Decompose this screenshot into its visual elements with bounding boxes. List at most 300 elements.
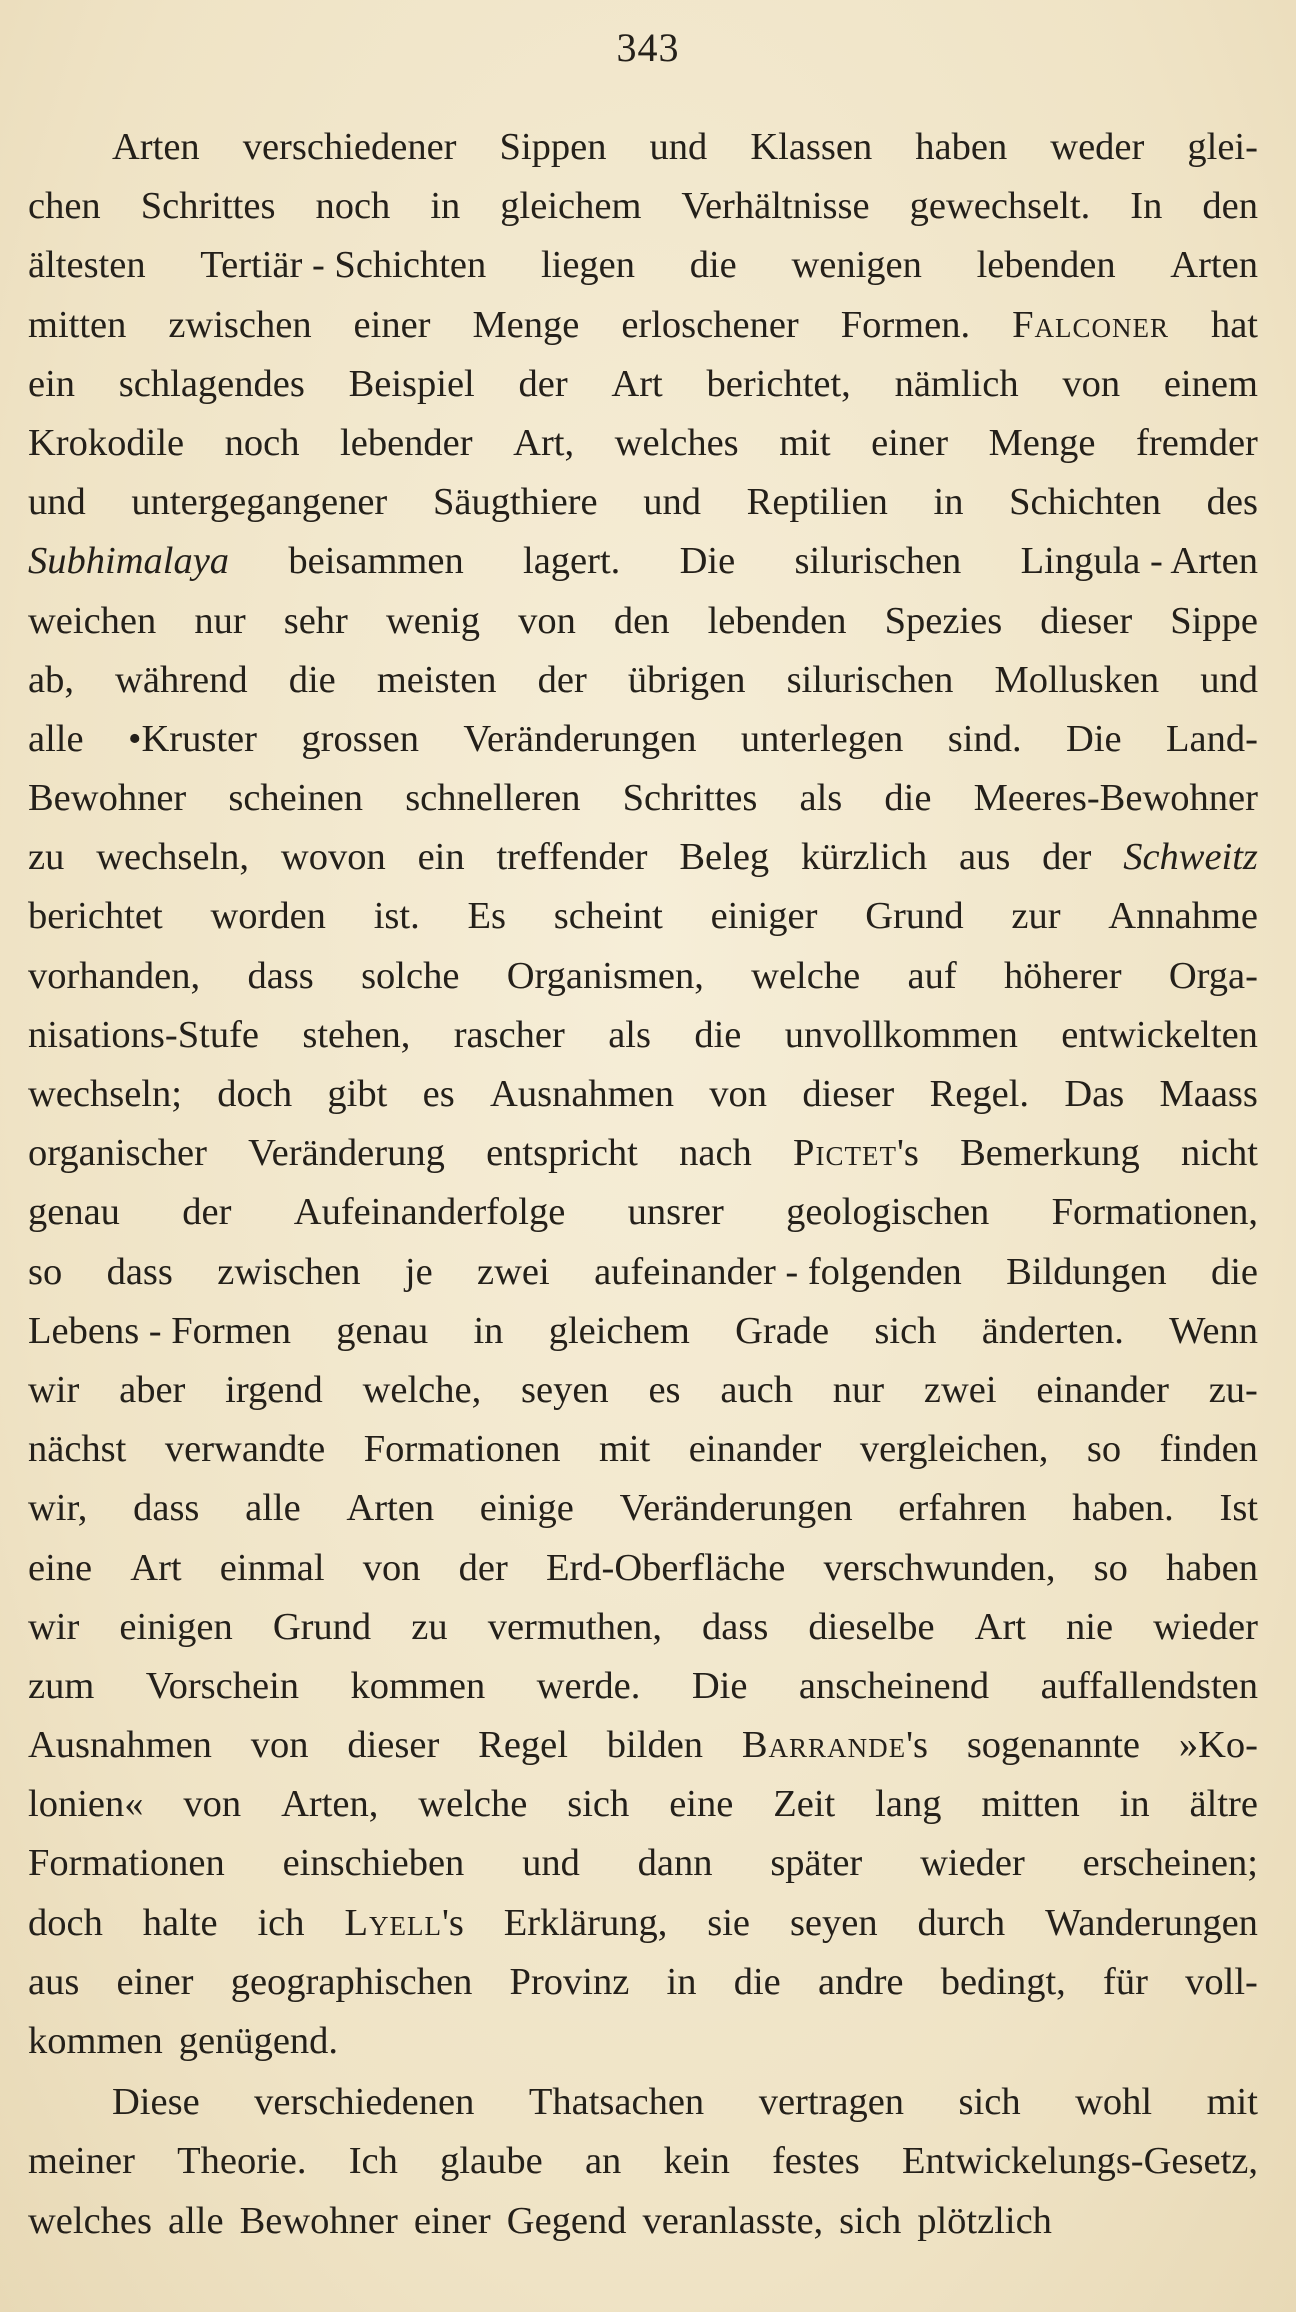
word-text: Spezies xyxy=(884,599,1003,642)
word-text: Bildungen xyxy=(1006,1250,1167,1293)
word-text: ein xyxy=(417,836,465,879)
word xyxy=(799,1657,989,1716)
word-text: in xyxy=(473,1309,504,1352)
word-text: wechseln; xyxy=(28,1073,182,1115)
word xyxy=(1050,118,1144,177)
word-text: •Kruster xyxy=(128,717,257,760)
word-text: ein xyxy=(28,362,76,405)
word-text: als xyxy=(608,1013,651,1056)
word xyxy=(281,828,386,887)
word xyxy=(1207,473,1258,532)
word-text: Verhältnisse xyxy=(681,185,870,228)
word xyxy=(430,177,460,236)
word-text: berichtet xyxy=(28,895,163,938)
word xyxy=(818,1953,904,2012)
word-text: Tertiär - Schichten xyxy=(200,244,487,287)
word xyxy=(283,1834,465,1893)
word-text: später xyxy=(770,1842,863,1885)
word xyxy=(28,1302,291,1361)
word-text: zu- xyxy=(1208,1368,1258,1411)
word-text: »Ko- xyxy=(1178,1724,1258,1767)
word-text: Zeit xyxy=(773,1783,836,1826)
word xyxy=(177,2132,306,2191)
text-line xyxy=(28,1361,1258,1420)
word-text: verschwunden, xyxy=(823,1546,1056,1589)
word xyxy=(1160,1065,1258,1124)
word xyxy=(1011,887,1060,946)
word xyxy=(615,414,739,473)
word xyxy=(486,1124,638,1183)
word xyxy=(934,473,964,532)
word xyxy=(751,947,860,1006)
word xyxy=(750,118,872,177)
word-text: treffender xyxy=(496,836,648,879)
word xyxy=(523,532,620,591)
word xyxy=(537,1657,641,1716)
word xyxy=(898,1479,1026,1538)
possessive-suffix: 's xyxy=(896,1132,919,1175)
word xyxy=(513,414,574,473)
word xyxy=(907,947,956,1006)
word-text: andre xyxy=(817,1960,904,2003)
word xyxy=(217,1065,292,1124)
word xyxy=(130,1539,181,1598)
word-text: Die xyxy=(679,540,736,583)
word-text: entwickelten xyxy=(1061,1013,1258,1056)
word xyxy=(977,236,1116,295)
word-text: von xyxy=(250,1724,309,1767)
author-name: Barrande xyxy=(741,1724,907,1767)
word xyxy=(496,828,647,887)
text-line xyxy=(28,118,1258,177)
word xyxy=(194,592,245,651)
word xyxy=(918,1894,1006,1953)
text-line xyxy=(28,1065,1258,1124)
word-text: zwei xyxy=(477,1250,550,1293)
word xyxy=(1153,1598,1258,1657)
text-line xyxy=(28,769,1258,828)
word-text: alle xyxy=(28,717,84,760)
author-name: Pictet xyxy=(793,1132,897,1175)
word xyxy=(141,177,276,236)
word xyxy=(257,1894,304,1953)
word-text: von xyxy=(1062,362,1121,405)
word xyxy=(273,1598,371,1657)
word xyxy=(231,1953,473,2012)
word xyxy=(1220,1479,1259,1538)
word-text: Meeres-Bewohner xyxy=(973,777,1258,820)
word xyxy=(679,828,769,887)
word-text: bedingt, xyxy=(940,1960,1066,2003)
word xyxy=(1170,592,1258,651)
text-line xyxy=(28,2132,1258,2191)
word-text: Reptilien xyxy=(746,481,888,524)
word-text: Wanderungen xyxy=(1045,1901,1258,1944)
word xyxy=(28,1479,87,1538)
word-text: einer xyxy=(116,1960,194,2003)
word-text: Art xyxy=(974,1605,1026,1648)
word-text: mit xyxy=(779,421,831,464)
word xyxy=(841,296,970,355)
word xyxy=(924,1361,997,1420)
word-text: Ich xyxy=(348,2140,398,2183)
word xyxy=(1187,118,1258,177)
word xyxy=(28,1834,225,1893)
word-text: in xyxy=(666,1960,697,2003)
word-text: Thatsachen xyxy=(528,2081,705,2124)
word xyxy=(1130,177,1162,236)
word-text: Aufeinanderfolge xyxy=(293,1191,566,1234)
word xyxy=(28,1124,207,1183)
word xyxy=(254,2073,474,2132)
word-text: wechseln, xyxy=(96,836,250,879)
word-text: meisten xyxy=(376,658,497,701)
word-text: Maass xyxy=(1159,1073,1258,1115)
word xyxy=(347,1716,439,1775)
word-text: verwandte xyxy=(164,1428,326,1471)
word xyxy=(720,1361,793,1420)
word-text: welche, xyxy=(362,1368,482,1411)
word xyxy=(28,296,126,355)
word xyxy=(994,651,1159,710)
word xyxy=(960,1124,1140,1183)
word-text: ältesten xyxy=(28,244,146,287)
word xyxy=(1160,1420,1258,1479)
word-text: den xyxy=(1202,185,1258,228)
word-text: mitten xyxy=(981,1783,1080,1826)
word xyxy=(507,947,704,1006)
word-text: je xyxy=(404,1250,433,1293)
word xyxy=(742,1716,928,1775)
word-text: Art xyxy=(130,1546,182,1589)
word xyxy=(1042,828,1091,887)
word-text: verschiedenen xyxy=(254,2081,475,2124)
word xyxy=(28,1598,79,1657)
word xyxy=(799,769,842,828)
word xyxy=(839,2192,901,2251)
word-text: Grund xyxy=(272,1605,372,1648)
word-text: gewechselt. xyxy=(909,185,1091,228)
word xyxy=(28,1775,143,1834)
word-text: vertragen xyxy=(758,2081,905,2124)
word-text: die xyxy=(884,777,932,820)
paragraph xyxy=(28,2073,1258,2251)
word-text: erfahren xyxy=(898,1487,1027,1530)
word-text: Arten, xyxy=(281,1783,379,1826)
word xyxy=(521,1361,609,1420)
word xyxy=(490,1065,674,1124)
word-text: auch xyxy=(720,1368,794,1411)
word xyxy=(28,2132,135,2191)
word-text: wenig xyxy=(385,599,481,642)
word-text: Orga- xyxy=(1168,954,1258,997)
word xyxy=(773,1775,835,1834)
word-text: dass xyxy=(133,1487,200,1530)
word-text: gleichem xyxy=(500,185,642,228)
word-text: so xyxy=(28,1250,63,1293)
word-text: mit xyxy=(598,1428,651,1471)
word-text: kürzlich xyxy=(801,836,928,879)
word xyxy=(363,1361,482,1420)
word-text: Beleg xyxy=(679,836,770,879)
word-text: haben xyxy=(1166,1546,1258,1589)
text-line xyxy=(28,296,1258,355)
word xyxy=(28,1953,79,2012)
word xyxy=(301,710,419,769)
word-text: und xyxy=(649,126,708,168)
word xyxy=(28,414,184,473)
word xyxy=(628,1183,724,1242)
word-text: die xyxy=(288,658,336,701)
word-text: einschieben xyxy=(282,1842,465,1885)
word xyxy=(786,1183,989,1242)
word xyxy=(1009,473,1161,532)
word xyxy=(567,1775,629,1834)
word-text: Annahme xyxy=(1108,895,1258,938)
word-text: einmal xyxy=(219,1546,325,1589)
word xyxy=(349,355,475,414)
word-text: Das xyxy=(1064,1073,1125,1115)
word-text: alle xyxy=(168,2199,224,2242)
word xyxy=(463,710,696,769)
word xyxy=(692,1657,748,1716)
word-text: Provinz xyxy=(509,1960,630,2003)
word-text: Organismen, xyxy=(506,954,704,997)
word xyxy=(747,473,888,532)
text-line xyxy=(28,2192,1258,2251)
word xyxy=(519,355,568,414)
word-text: einander xyxy=(688,1428,822,1471)
word-text: weder xyxy=(1050,126,1145,168)
word-text: aus xyxy=(28,1960,80,2003)
word-text: fremder xyxy=(1136,421,1258,464)
word xyxy=(220,1539,325,1598)
word xyxy=(1062,355,1120,414)
word-text: scheinen xyxy=(228,777,364,820)
word-text: Theorie. xyxy=(177,2140,307,2183)
word xyxy=(510,1953,630,2012)
word-text: Erklärung, xyxy=(503,1901,668,1944)
word xyxy=(885,592,1003,651)
word-text: wieder xyxy=(1153,1605,1258,1648)
word-text: welches xyxy=(28,2199,152,2242)
word-text: zur xyxy=(1011,895,1061,938)
text-line xyxy=(28,414,1258,473)
word xyxy=(1209,1361,1258,1420)
word xyxy=(346,1479,434,1538)
text-line xyxy=(28,1243,1258,1302)
word xyxy=(1075,2073,1152,2132)
word-text: seyen xyxy=(521,1368,609,1411)
word-text: dann xyxy=(637,1842,713,1885)
word xyxy=(500,118,607,177)
word-text: welche xyxy=(751,954,861,997)
word-text: von xyxy=(709,1073,768,1115)
word xyxy=(608,1006,651,1065)
word xyxy=(669,1775,733,1834)
word xyxy=(808,1598,934,1657)
word xyxy=(871,414,948,473)
author-name: Lyell xyxy=(344,1901,442,1944)
word-text: Grund xyxy=(865,895,964,938)
word-text: geologischen xyxy=(786,1191,990,1234)
word-text: Vorschein xyxy=(145,1664,300,1707)
word-text: Formationen xyxy=(28,1842,225,1885)
word-text: dieser xyxy=(802,1073,895,1115)
word-text: voll- xyxy=(1185,1960,1258,2003)
word-text: wir, xyxy=(28,1487,88,1530)
word xyxy=(243,118,457,177)
word xyxy=(354,296,431,355)
text-line xyxy=(28,947,1258,1006)
word xyxy=(119,355,305,414)
word-text: von xyxy=(183,1783,242,1826)
word-text: haben xyxy=(915,126,1008,168)
word-text: wenigen xyxy=(791,244,922,287)
word xyxy=(284,592,348,651)
word xyxy=(344,1894,463,1953)
word-text: den xyxy=(613,599,670,642)
word-text: wohl xyxy=(1075,2081,1153,2124)
word-text: sind. xyxy=(947,717,1022,760)
text-line xyxy=(28,473,1258,532)
word xyxy=(143,1894,218,1953)
word xyxy=(350,1657,485,1716)
word xyxy=(915,118,1007,177)
text-line xyxy=(28,1183,1258,1242)
word-text: auf xyxy=(907,954,957,997)
word xyxy=(467,887,506,946)
word xyxy=(975,1598,1026,1657)
word xyxy=(875,1775,941,1834)
word xyxy=(349,2132,398,2191)
word xyxy=(28,1183,120,1242)
word-text: sich xyxy=(958,2081,1021,2124)
word xyxy=(411,1598,447,1657)
word-text: finden xyxy=(1159,1428,1258,1471)
word xyxy=(1045,1894,1258,1953)
word-text: dieser xyxy=(1040,599,1133,642)
word xyxy=(522,1834,580,1893)
word-text: glaube xyxy=(440,2140,543,2183)
author-name: Falconer xyxy=(1012,303,1169,346)
word xyxy=(770,1834,862,1893)
word xyxy=(247,947,313,1006)
word xyxy=(1190,1775,1258,1834)
word-text: beisammen xyxy=(288,540,464,583)
word-text: weichen xyxy=(28,599,157,642)
word-text: doch xyxy=(217,1073,293,1115)
word xyxy=(418,1775,527,1834)
word-text: genügend. xyxy=(178,2020,339,2062)
word-text: Krokodile xyxy=(28,421,185,464)
possessive-suffix: 's xyxy=(906,1724,928,1767)
word-text: Land- xyxy=(1166,717,1258,760)
word xyxy=(289,651,336,710)
word xyxy=(28,1006,259,1065)
word-text: Ausnahmen xyxy=(28,1724,212,1767)
text-line xyxy=(28,1598,1258,1657)
word-text: solche xyxy=(361,954,460,997)
word xyxy=(478,1716,568,1775)
word xyxy=(217,1243,360,1302)
possessive-suffix: 's xyxy=(441,1901,464,1944)
word xyxy=(664,2132,730,2191)
word xyxy=(638,1834,713,1893)
word xyxy=(833,1361,884,1420)
word-text: Arten xyxy=(112,126,200,168)
word xyxy=(128,710,257,769)
word xyxy=(982,1302,1124,1361)
word-text: der xyxy=(1042,836,1092,879)
word-text: aufeinander - folgenden xyxy=(594,1250,962,1293)
word xyxy=(554,887,663,946)
word-text: rascher xyxy=(453,1013,565,1056)
word xyxy=(28,1420,126,1479)
word-text: der xyxy=(458,1546,508,1589)
word xyxy=(611,355,662,414)
word-text: sehr xyxy=(283,599,348,642)
word xyxy=(1166,1539,1258,1598)
word-text: mit xyxy=(1206,2081,1258,2124)
word xyxy=(405,769,580,828)
word-text: sich xyxy=(874,1309,937,1352)
word-text: Bewohner xyxy=(28,777,187,820)
word xyxy=(680,532,736,591)
word xyxy=(959,828,1010,887)
word-text: Schrittes xyxy=(622,777,758,820)
word-text: nie xyxy=(1066,1605,1114,1648)
word xyxy=(288,532,463,591)
word xyxy=(28,355,75,414)
word-text: aus xyxy=(959,836,1011,879)
word xyxy=(917,2192,1052,2251)
word-text: durch xyxy=(917,1901,1006,1944)
text-line xyxy=(28,532,1258,591)
word-text: Arten xyxy=(1170,244,1258,287)
word xyxy=(802,1065,894,1124)
word xyxy=(667,1953,697,2012)
word-text: übrigen xyxy=(627,658,746,701)
text-line xyxy=(28,355,1258,414)
word-text: während xyxy=(115,658,248,701)
word-text: noch xyxy=(224,421,300,464)
word-text: kommen xyxy=(28,2020,163,2062)
word xyxy=(281,1775,378,1834)
word xyxy=(374,887,420,946)
word xyxy=(433,473,598,532)
word-text: lebenden xyxy=(976,244,1116,287)
word-text: seyen xyxy=(789,1901,878,1944)
word-text: sie xyxy=(707,1901,751,1944)
word xyxy=(28,1243,62,1302)
word-text: nisations-Stufe xyxy=(28,1013,259,1056)
word-text: Mollusken xyxy=(994,658,1160,701)
word xyxy=(1040,592,1132,651)
word xyxy=(96,828,249,887)
word xyxy=(488,1598,662,1657)
word xyxy=(1006,1243,1166,1302)
word xyxy=(959,2073,1021,2132)
word-text: In xyxy=(1130,185,1163,228)
word-text: organischer xyxy=(28,1132,207,1175)
word xyxy=(1169,947,1258,1006)
text-line xyxy=(28,592,1258,651)
word xyxy=(1061,1006,1258,1065)
word-text: sich xyxy=(839,2199,902,2242)
word-text: dass xyxy=(106,1250,173,1293)
word-text: wir xyxy=(28,1605,80,1648)
